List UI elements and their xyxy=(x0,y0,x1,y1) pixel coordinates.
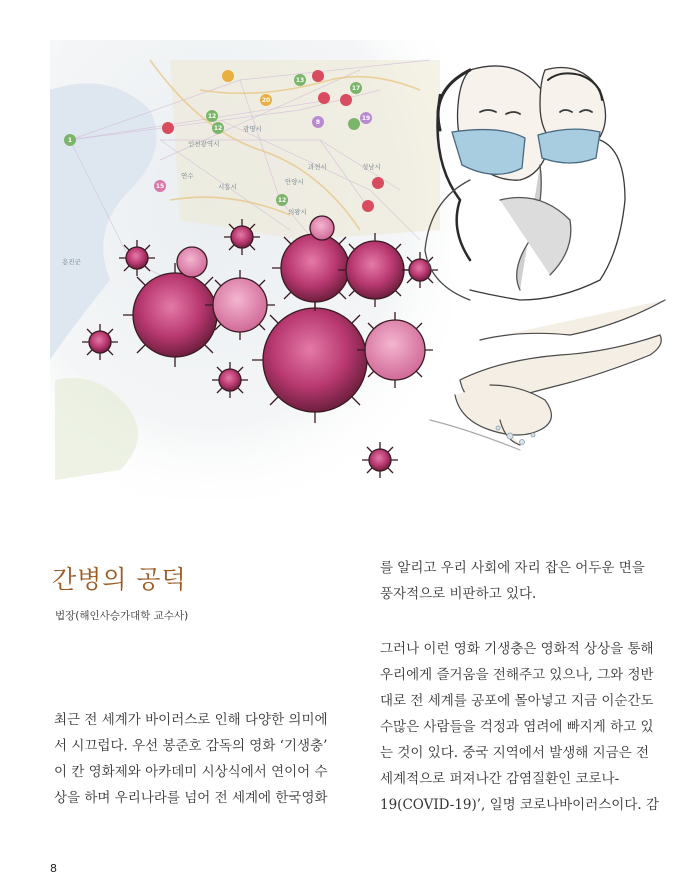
svg-text:15: 15 xyxy=(155,183,165,190)
body-line: 그러나 이런 영화 기생충은 영화적 상상을 통해 xyxy=(380,641,654,657)
body-line: 는 것이 있다. 중국 지역에서 발생해 지금은 전 xyxy=(380,745,650,761)
svg-text:과천시: 과천시 xyxy=(308,163,327,171)
svg-text:인천광역시: 인천광역시 xyxy=(188,140,220,148)
svg-text:20: 20 xyxy=(261,97,271,104)
svg-text:안양시: 안양시 xyxy=(285,178,304,186)
body-line: 이 칸 영화제와 아카데미 시상식에서 연이어 수 xyxy=(54,764,328,780)
svg-text:13: 13 xyxy=(295,77,305,84)
body-line: 우리에게 즐거움을 전해주고 있으나, 그와 정반 xyxy=(380,667,654,683)
body-line: 최근 전 세계가 바이러스로 인해 다양한 의미에 xyxy=(54,712,328,728)
article-author: 법장(해인사승가대학 교수사) xyxy=(55,610,189,622)
body-line: 풍자적으로 비판하고 있다. xyxy=(380,586,537,602)
svg-text:12: 12 xyxy=(277,197,287,204)
page-number: 8 xyxy=(50,862,57,875)
svg-text:19: 19 xyxy=(361,115,371,122)
body-line: 서 시끄럽다. 우선 봉준호 감독의 영화 ‘기생충’ xyxy=(54,738,328,754)
body-line: 를 알리고 우리 사회에 자리 잡은 어두운 면을 xyxy=(380,560,645,576)
svg-text:연수: 연수 xyxy=(181,172,194,180)
svg-text:시흥시: 시흥시 xyxy=(218,183,237,191)
body-line: 대로 전 세계를 공포에 몰아넣고 지금 이순간도 xyxy=(380,693,654,709)
body-column-left xyxy=(54,707,354,811)
body-line: 19(COVID-19)’, 일명 코로나바이러스이다. 감 xyxy=(380,797,660,813)
body-column-right xyxy=(380,555,680,818)
svg-text:12: 12 xyxy=(207,113,217,120)
svg-text:8: 8 xyxy=(315,119,321,126)
svg-text:17: 17 xyxy=(351,85,361,92)
masked-mother-child-icon xyxy=(425,66,625,300)
body-line: 세계적으로 퍼져나간 감염질환인 코로나- xyxy=(380,771,620,787)
article-title: 간병의 공덕 xyxy=(52,565,187,594)
svg-text:광명시: 광명시 xyxy=(243,125,262,133)
body-line: 수많은 사람들을 걱정과 염려에 빠지게 하고 있 xyxy=(380,719,654,735)
svg-text:12: 12 xyxy=(213,125,223,132)
svg-text:의왕시: 의왕시 xyxy=(288,208,307,216)
svg-text:1: 1 xyxy=(67,137,73,144)
body-line: 상을 하며 우리나라를 넘어 전 세계에 한국영화 xyxy=(54,790,328,806)
svg-text:옹진군: 옹진군 xyxy=(62,258,81,266)
svg-text:성남시: 성남시 xyxy=(362,163,381,171)
handwashing-icon xyxy=(430,300,665,450)
